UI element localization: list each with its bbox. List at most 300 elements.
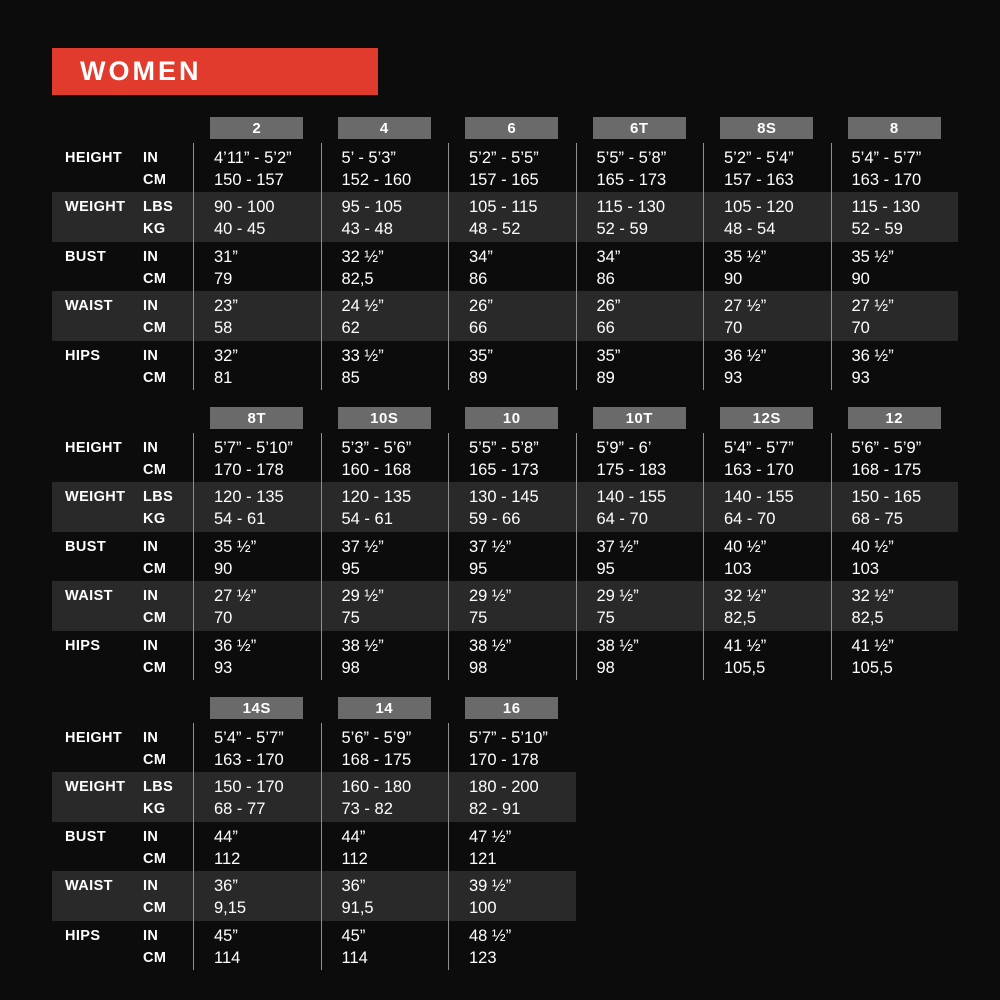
row-units	[143, 772, 193, 821]
value-imperial-line: 38 ½”	[341, 636, 384, 655]
value-imperial-line: 36”	[341, 877, 366, 896]
value-cell-14-weight	[321, 772, 449, 821]
value-cell-8T-bust	[193, 532, 321, 581]
value-imperial-line: 41 ½”	[724, 636, 767, 655]
unit-label: CM	[143, 560, 167, 577]
value-metric-line: 112	[214, 849, 241, 868]
value-metric-line: 91,5	[341, 899, 374, 918]
row-units	[143, 581, 193, 630]
value-metric-line: 62	[341, 319, 360, 338]
value-cell-6-waist	[448, 291, 576, 340]
value-metric-line: 165 - 173	[596, 171, 667, 189]
row-label-waist: WAIST	[52, 581, 143, 630]
empty-cell	[576, 772, 704, 821]
value-metric-line: 114	[214, 948, 241, 967]
value-cell-16-hips	[448, 921, 576, 970]
value-imperial-line: 5’5” - 5’8”	[596, 149, 667, 167]
value-metric-line: 89	[596, 368, 615, 387]
value-metric-line: 70	[214, 609, 233, 628]
unit-label: LBS	[143, 489, 174, 506]
size-header-2: 2	[210, 117, 303, 139]
value-imperial-line: 5’3” - 5’6”	[341, 439, 412, 457]
value-metric-line: 150 - 157	[214, 171, 284, 189]
value-cell-10-height	[448, 433, 576, 482]
value-imperial-line: 35”	[596, 346, 621, 365]
value-imperial-line: 130 - 145	[469, 488, 539, 507]
value-metric-line: 170 - 178	[214, 461, 284, 479]
value-cell-6T-bust	[576, 242, 704, 291]
value-cell-8-height	[831, 143, 959, 192]
value-metric-line: 75	[469, 609, 488, 628]
value-imperial-line: 40 ½”	[851, 537, 894, 556]
value-imperial-line: 5’6” - 5’9”	[851, 439, 922, 457]
value-cell-12S-bust	[703, 532, 831, 581]
value-metric-line: 79	[214, 269, 233, 288]
value-cell-12-waist	[831, 581, 959, 630]
unit-label: CM	[143, 172, 167, 188]
value-imperial-line: 37 ½”	[596, 537, 639, 556]
size-table-group-1	[52, 117, 958, 390]
value-cell-6T-weight	[576, 192, 704, 241]
empty-cell	[576, 871, 704, 920]
value-imperial-line: 38 ½”	[596, 636, 639, 655]
row-units	[143, 921, 193, 970]
value-cell-12-hips	[831, 631, 959, 680]
value-cell-12S-hips	[703, 631, 831, 680]
value-imperial-line: 44”	[214, 827, 238, 846]
value-cell-8T-hips	[193, 631, 321, 680]
unit-label: CM	[143, 320, 167, 337]
value-cell-8S-weight	[703, 192, 831, 241]
size-header-16: 16	[465, 697, 558, 719]
row-label-hips: HIPS	[65, 637, 101, 654]
value-cell-6-bust	[448, 242, 576, 291]
value-metric-line: 75	[596, 609, 615, 628]
value-imperial-line: 35 ½”	[214, 537, 257, 556]
value-imperial-line: 90 - 100	[214, 198, 275, 217]
value-imperial-line: 35 ½”	[851, 247, 894, 266]
value-metric-line: 75	[341, 609, 360, 628]
size-header-6: 6	[465, 117, 558, 139]
value-cell-14-bust	[321, 822, 449, 871]
value-cell-14-waist	[321, 871, 449, 920]
size-header-4: 4	[338, 117, 431, 139]
value-metric-line: 103	[851, 559, 880, 578]
value-imperial-line: 95 - 105	[341, 198, 403, 217]
value-cell-10T-weight	[576, 482, 704, 531]
size-table-group-3	[52, 697, 958, 970]
value-imperial-line: 26”	[596, 297, 621, 316]
value-metric-line: 160 - 168	[341, 461, 412, 479]
size-header-10T: 10T	[593, 407, 686, 429]
value-cell-8-hips	[831, 341, 959, 390]
value-cell-14S-weight	[193, 772, 321, 821]
value-cell-10S-height	[321, 433, 449, 482]
value-metric-line: 90	[214, 559, 233, 578]
value-metric-line: 98	[469, 658, 488, 677]
value-imperial-line: 120 - 135	[341, 488, 412, 507]
value-metric-line: 168 - 175	[851, 461, 922, 479]
size-header-10: 10	[465, 407, 558, 429]
value-metric-line: 175 - 183	[596, 461, 667, 479]
size-header-12S: 12S	[720, 407, 813, 429]
value-cell-4-waist	[321, 291, 449, 340]
value-cell-14-height	[321, 723, 449, 772]
value-metric-line: 95	[341, 559, 360, 578]
value-metric-line: 163 - 170	[724, 461, 794, 479]
value-cell-12S-height	[703, 433, 831, 482]
empty-cell	[576, 921, 704, 970]
value-cell-8S-bust	[703, 242, 831, 291]
unit-label: IN	[143, 828, 159, 845]
value-metric-line: 93	[724, 368, 743, 387]
value-cell-8-weight	[831, 192, 959, 241]
value-imperial-line: 150 - 165	[851, 488, 922, 507]
value-cell-6-weight	[448, 192, 576, 241]
row-units	[143, 143, 193, 192]
row-units	[143, 242, 193, 291]
value-imperial-line: 105 - 120	[724, 198, 794, 217]
value-metric-line: 40 - 45	[214, 220, 266, 239]
value-cell-16-bust	[448, 822, 576, 871]
unit-label: KG	[143, 511, 166, 528]
value-cell-10T-bust	[576, 532, 704, 581]
value-cell-10-bust	[448, 532, 576, 581]
value-metric-line: 123	[469, 948, 497, 967]
value-cell-4-hips	[321, 341, 449, 390]
unit-label: CM	[143, 850, 167, 867]
value-metric-line: 9,15	[214, 899, 247, 918]
unit-label: CM	[143, 462, 167, 478]
empty-cell	[576, 822, 704, 871]
value-cell-2-weight	[193, 192, 321, 241]
value-imperial-line: 160 - 180	[341, 778, 412, 797]
unit-label: CM	[143, 752, 167, 768]
unit-label: IN	[143, 248, 159, 265]
value-imperial-line: 47 ½”	[469, 827, 512, 846]
value-imperial-line: 36”	[214, 877, 238, 896]
value-metric-line: 68 - 77	[214, 800, 266, 819]
value-metric-line: 82,5	[851, 609, 884, 628]
value-cell-16-waist	[448, 871, 576, 920]
value-metric-line: 165 - 173	[469, 461, 539, 479]
value-metric-line: 81	[214, 368, 233, 387]
value-cell-4-height	[321, 143, 449, 192]
value-imperial-line: 41 ½”	[851, 636, 894, 655]
value-imperial-line: 27 ½”	[724, 297, 767, 316]
value-metric-line: 73 - 82	[341, 800, 393, 819]
value-metric-line: 82,5	[724, 609, 757, 628]
value-imperial-line: 40 ½”	[724, 537, 767, 556]
value-cell-2-waist	[193, 291, 321, 340]
value-cell-10T-height	[576, 433, 704, 482]
value-cell-14-hips	[321, 921, 449, 970]
value-imperial-line: 29 ½”	[469, 587, 512, 606]
value-cell-2-hips	[193, 341, 321, 390]
size-header-10S: 10S	[338, 407, 431, 429]
value-metric-line: 64 - 70	[724, 510, 776, 529]
size-header-8T: 8T	[210, 407, 303, 429]
value-metric-line: 90	[851, 269, 870, 288]
value-cell-8T-height	[193, 433, 321, 482]
value-metric-line: 86	[469, 269, 488, 288]
row-units	[143, 341, 193, 390]
value-metric-line: 152 - 160	[341, 171, 412, 189]
row-units	[143, 291, 193, 340]
value-metric-line: 163 - 170	[214, 751, 284, 769]
value-imperial-line: 31”	[214, 247, 238, 266]
value-metric-line: 89	[469, 368, 488, 387]
value-imperial-line: 5’6” - 5’9”	[341, 729, 412, 747]
value-imperial-line: 115 - 130	[851, 198, 920, 217]
value-imperial-line: 5’4” - 5’7”	[851, 149, 922, 167]
value-imperial-line: 5’ - 5’3”	[341, 149, 396, 167]
value-metric-line: 64 - 70	[596, 510, 648, 529]
value-cell-14S-height	[193, 723, 321, 772]
value-cell-8S-waist	[703, 291, 831, 340]
value-imperial-line: 27 ½”	[214, 587, 257, 606]
value-metric-line: 93	[214, 658, 233, 677]
value-imperial-line: 5’2” - 5’5”	[469, 149, 539, 167]
value-cell-12-height	[831, 433, 959, 482]
empty-cell	[703, 723, 831, 772]
value-metric-line: 85	[341, 368, 360, 387]
unit-label: IN	[143, 588, 159, 605]
value-cell-10-hips	[448, 631, 576, 680]
unit-label: LBS	[143, 199, 174, 216]
empty-cell	[831, 871, 959, 920]
row-units	[143, 192, 193, 241]
value-imperial-line: 34”	[469, 247, 493, 266]
value-cell-12-weight	[831, 482, 959, 531]
size-header-8S: 8S	[720, 117, 813, 139]
value-imperial-line: 5’9” - 6’	[596, 439, 652, 457]
value-cell-10-waist	[448, 581, 576, 630]
row-units	[143, 433, 193, 482]
value-imperial-line: 36 ½”	[214, 636, 257, 655]
row-label-hips: HIPS	[65, 927, 101, 944]
row-label-weight: WEIGHT	[52, 192, 143, 241]
value-imperial-line: 29 ½”	[341, 587, 384, 606]
value-imperial-line: 120 - 135	[214, 488, 284, 507]
value-metric-line: 103	[724, 559, 752, 578]
value-metric-line: 54 - 61	[341, 510, 393, 529]
value-metric-line: 90	[724, 269, 743, 288]
empty-cell	[831, 822, 959, 871]
value-metric-line: 70	[724, 319, 743, 338]
row-label-hips: HIPS	[65, 347, 101, 364]
value-imperial-line: 37 ½”	[469, 537, 512, 556]
value-cell-10T-hips	[576, 631, 704, 680]
value-imperial-line: 29 ½”	[596, 587, 639, 606]
value-imperial-line: 105 - 115	[469, 198, 538, 217]
value-cell-10S-weight	[321, 482, 449, 531]
value-imperial-line: 4’11” - 5’2”	[214, 149, 292, 167]
row-label-bust: BUST	[65, 828, 107, 845]
value-metric-line: 43 - 48	[341, 220, 393, 239]
value-imperial-line: 38 ½”	[469, 636, 512, 655]
women-banner	[52, 48, 378, 95]
value-metric-line: 93	[851, 368, 870, 387]
value-imperial-line: 140 - 155	[596, 488, 667, 507]
value-metric-line: 112	[341, 849, 368, 868]
unit-label: CM	[143, 369, 167, 386]
value-cell-10S-waist	[321, 581, 449, 630]
value-metric-line: 157 - 163	[724, 171, 794, 189]
empty-cell	[831, 772, 959, 821]
value-metric-line: 68 - 75	[851, 510, 903, 529]
empty-cell	[576, 723, 704, 772]
value-imperial-line: 37 ½”	[341, 537, 384, 556]
value-imperial-line: 140 - 155	[724, 488, 794, 507]
unit-label: IN	[143, 878, 159, 895]
value-cell-4-bust	[321, 242, 449, 291]
value-metric-line: 98	[596, 658, 615, 677]
value-metric-line: 70	[851, 319, 870, 338]
value-metric-line: 66	[596, 319, 615, 338]
value-imperial-line: 45”	[341, 926, 366, 945]
value-imperial-line: 5’7” - 5’10”	[214, 439, 293, 457]
unit-label: IN	[143, 538, 159, 555]
empty-cell	[831, 723, 959, 772]
unit-label: IN	[143, 637, 159, 654]
value-metric-line: 98	[341, 658, 360, 677]
empty-cell	[703, 871, 831, 920]
value-cell-2-bust	[193, 242, 321, 291]
value-imperial-line: 5’5” - 5’8”	[469, 439, 539, 457]
value-cell-10-weight	[448, 482, 576, 531]
value-cell-4-weight	[321, 192, 449, 241]
value-imperial-line: 36 ½”	[851, 346, 894, 365]
empty-cell	[703, 772, 831, 821]
value-imperial-line: 32”	[214, 346, 238, 365]
value-imperial-line: 32 ½”	[724, 587, 767, 606]
unit-label: IN	[143, 150, 159, 166]
size-header-12: 12	[848, 407, 941, 429]
value-metric-line: 100	[469, 899, 497, 918]
size-table-group-2	[52, 407, 958, 680]
value-cell-8-bust	[831, 242, 959, 291]
size-header-14S: 14S	[210, 697, 303, 719]
size-header-8: 8	[848, 117, 941, 139]
value-cell-10S-bust	[321, 532, 449, 581]
value-metric-line: 48 - 52	[469, 220, 521, 239]
value-imperial-line: 23”	[214, 297, 238, 316]
unit-label: CM	[143, 900, 167, 917]
value-cell-8T-weight	[193, 482, 321, 531]
value-metric-line: 82 - 91	[469, 800, 521, 819]
size-header-6T: 6T	[593, 117, 686, 139]
value-cell-6T-height	[576, 143, 704, 192]
value-cell-10S-hips	[321, 631, 449, 680]
value-metric-line: 59 - 66	[469, 510, 521, 529]
empty-cell	[831, 921, 959, 970]
value-metric-line: 66	[469, 319, 488, 338]
value-imperial-line: 33 ½”	[341, 346, 384, 365]
women-banner-label: WOMEN	[80, 56, 202, 86]
value-metric-line: 48 - 54	[724, 220, 776, 239]
value-cell-2-height	[193, 143, 321, 192]
value-cell-8-waist	[831, 291, 959, 340]
row-label-waist: WAIST	[52, 871, 143, 920]
unit-label: IN	[143, 730, 159, 746]
unit-label: CM	[143, 949, 167, 966]
empty-cell	[703, 822, 831, 871]
unit-label: CM	[143, 610, 167, 627]
value-imperial-line: 44”	[341, 827, 366, 846]
value-metric-line: 95	[596, 559, 615, 578]
value-cell-12S-weight	[703, 482, 831, 531]
row-label-bust: BUST	[65, 248, 107, 265]
row-units	[143, 723, 193, 772]
value-imperial-line: 5’2” - 5’4”	[724, 149, 794, 167]
row-label-height: HEIGHT	[65, 150, 123, 166]
value-cell-16-height	[448, 723, 576, 772]
value-cell-12S-waist	[703, 581, 831, 630]
unit-label: LBS	[143, 779, 174, 796]
value-metric-line: 52 - 59	[596, 220, 648, 239]
row-units	[143, 822, 193, 871]
value-imperial-line: 32 ½”	[341, 247, 384, 266]
value-imperial-line: 115 - 130	[596, 198, 665, 217]
value-cell-8S-height	[703, 143, 831, 192]
value-metric-line: 105,5	[724, 658, 766, 677]
value-metric-line: 157 - 165	[469, 171, 539, 189]
value-cell-6T-waist	[576, 291, 704, 340]
value-imperial-line: 39 ½”	[469, 877, 512, 896]
unit-label: IN	[143, 347, 159, 364]
value-cell-10T-waist	[576, 581, 704, 630]
value-imperial-line: 34”	[596, 247, 621, 266]
value-imperial-line: 5’7” - 5’10”	[469, 729, 548, 747]
value-imperial-line: 45”	[214, 926, 238, 945]
unit-label: IN	[143, 927, 159, 944]
unit-label: IN	[143, 298, 159, 315]
value-imperial-line: 24 ½”	[341, 297, 384, 316]
row-label-weight: WEIGHT	[52, 482, 143, 531]
value-cell-12-bust	[831, 532, 959, 581]
value-cell-8T-waist	[193, 581, 321, 630]
value-cell-8S-hips	[703, 341, 831, 390]
value-metric-line: 82,5	[341, 269, 374, 288]
value-cell-14S-bust	[193, 822, 321, 871]
value-metric-line: 58	[214, 319, 233, 338]
value-imperial-line: 5’4” - 5’7”	[724, 439, 794, 457]
unit-label: IN	[143, 440, 159, 456]
value-metric-line: 52 - 59	[851, 220, 903, 239]
row-label-height: HEIGHT	[65, 730, 123, 746]
row-units	[143, 871, 193, 920]
unit-label: KG	[143, 221, 166, 238]
row-units	[143, 532, 193, 581]
value-imperial-line: 27 ½”	[851, 297, 894, 316]
value-imperial-line: 26”	[469, 297, 493, 316]
value-imperial-line: 32 ½”	[851, 587, 894, 606]
value-cell-6-height	[448, 143, 576, 192]
value-imperial-line: 36 ½”	[724, 346, 767, 365]
value-imperial-line: 35”	[469, 346, 493, 365]
value-cell-16-weight	[448, 772, 576, 821]
value-metric-line: 105,5	[851, 658, 893, 677]
value-metric-line: 163 - 170	[851, 171, 922, 189]
value-imperial-line: 35 ½”	[724, 247, 767, 266]
value-metric-line: 170 - 178	[469, 751, 539, 769]
row-units	[143, 631, 193, 680]
row-label-weight: WEIGHT	[52, 772, 143, 821]
value-metric-line: 168 - 175	[341, 751, 412, 769]
value-metric-line: 121	[469, 849, 497, 868]
value-cell-6-hips	[448, 341, 576, 390]
